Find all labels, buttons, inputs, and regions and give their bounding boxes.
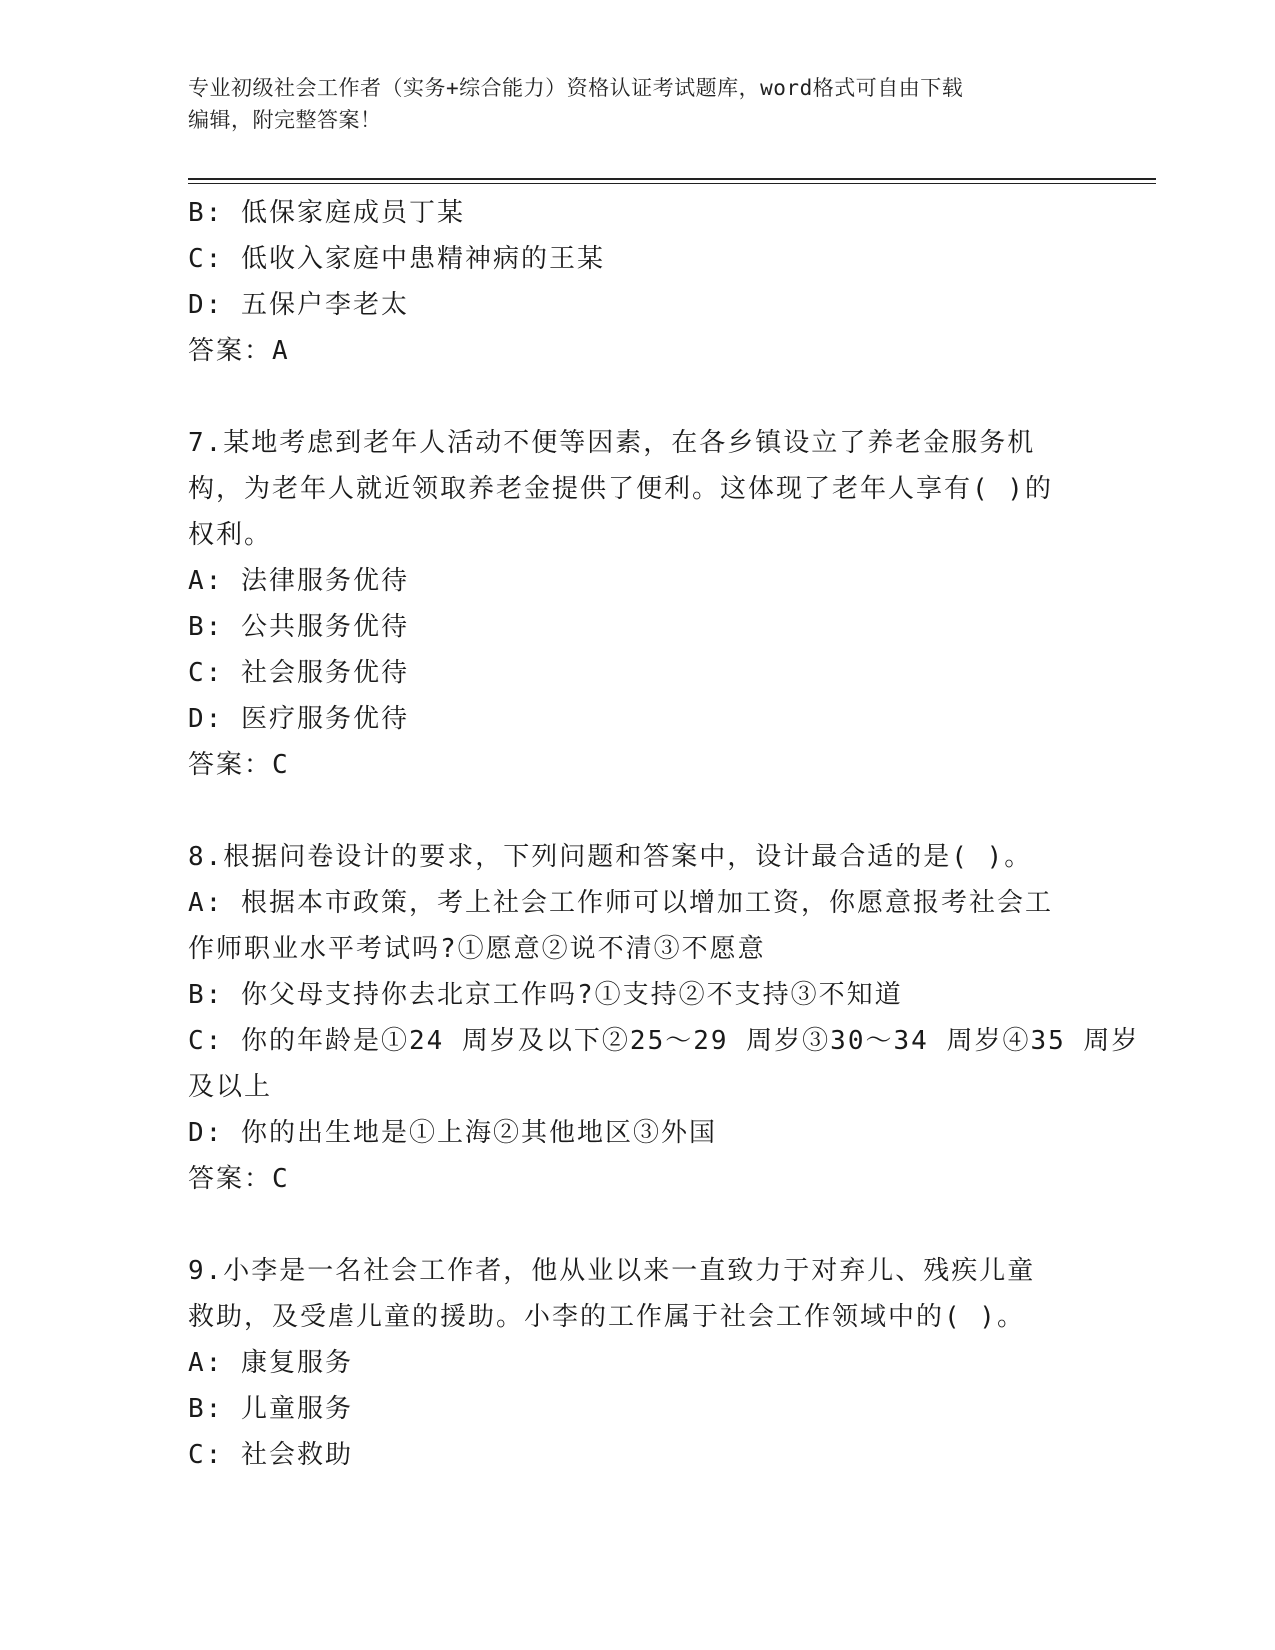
option-c: C: 低收入家庭中患精神病的王某 bbox=[188, 244, 605, 274]
header-line-1: 专业初级社会工作者（实务+综合能力）资格认证考试题库，word格式可自由下载 bbox=[188, 76, 964, 100]
header-rule-thin bbox=[188, 183, 1156, 184]
header-line-2: 编辑，附完整答案！ bbox=[188, 108, 382, 132]
spacer bbox=[188, 1202, 1088, 1248]
option-c-line: 及以上 bbox=[188, 1072, 273, 1102]
spacer bbox=[188, 788, 1088, 834]
option-d: D: 医疗服务优待 bbox=[188, 704, 409, 734]
option-c-line: C: 你的年龄是①24 周岁及以下②25～29 周岁③30～34 周岁④35 周岁 bbox=[188, 1026, 1140, 1056]
option-c: C: 社会救助 bbox=[188, 1440, 353, 1470]
spacer bbox=[188, 374, 1088, 420]
question-9 bbox=[188, 1248, 1088, 1478]
answer: 答案：C bbox=[188, 750, 290, 780]
question-8 bbox=[188, 834, 1140, 1202]
question-content bbox=[188, 190, 1140, 1478]
question-text-line: 救助，及受虐儿童的援助。小李的工作属于社会工作领域中的( )。 bbox=[188, 1302, 1025, 1332]
question-text-line: 9.小李是一名社会工作者，他从业以来一直致力于对弃儿、残疾儿童 bbox=[188, 1256, 1036, 1286]
option-a-line: A: 根据本市政策，考上社会工作师可以增加工资，你愿意报考社会工 bbox=[188, 888, 1053, 918]
option-b: B: 你父母支持你去北京工作吗?①支持②不支持③不知道 bbox=[188, 980, 903, 1010]
question-text-line: 8.根据问卷设计的要求，下列问题和答案中，设计最合适的是( )。 bbox=[188, 842, 1033, 872]
header-rule-thick bbox=[188, 178, 1156, 180]
document-header bbox=[188, 72, 1088, 136]
question-text-line: 7.某地考虑到老年人活动不便等因素，在各乡镇设立了养老金服务机 bbox=[188, 428, 1036, 458]
question-6-tail bbox=[188, 190, 1088, 374]
option-b: B: 公共服务优待 bbox=[188, 612, 409, 642]
option-d: D: 五保户李老太 bbox=[188, 290, 409, 320]
option-a: A: 法律服务优待 bbox=[188, 566, 409, 596]
question-7 bbox=[188, 420, 1088, 788]
option-a-line: 作师职业水平考试吗?①愿意②说不清③不愿意 bbox=[188, 934, 766, 964]
option-b: B: 低保家庭成员丁某 bbox=[188, 198, 465, 228]
answer: 答案：A bbox=[188, 336, 290, 366]
option-d: D: 你的出生地是①上海②其他地区③外国 bbox=[188, 1118, 717, 1148]
option-a: A: 康复服务 bbox=[188, 1348, 353, 1378]
question-text-line: 权利。 bbox=[188, 520, 273, 550]
answer: 答案：C bbox=[188, 1164, 290, 1194]
option-b: B: 儿童服务 bbox=[188, 1394, 353, 1424]
option-c: C: 社会服务优待 bbox=[188, 658, 409, 688]
question-text-line: 构，为老年人就近领取养老金提供了便利。这体现了老年人享有( )的 bbox=[188, 474, 1053, 504]
